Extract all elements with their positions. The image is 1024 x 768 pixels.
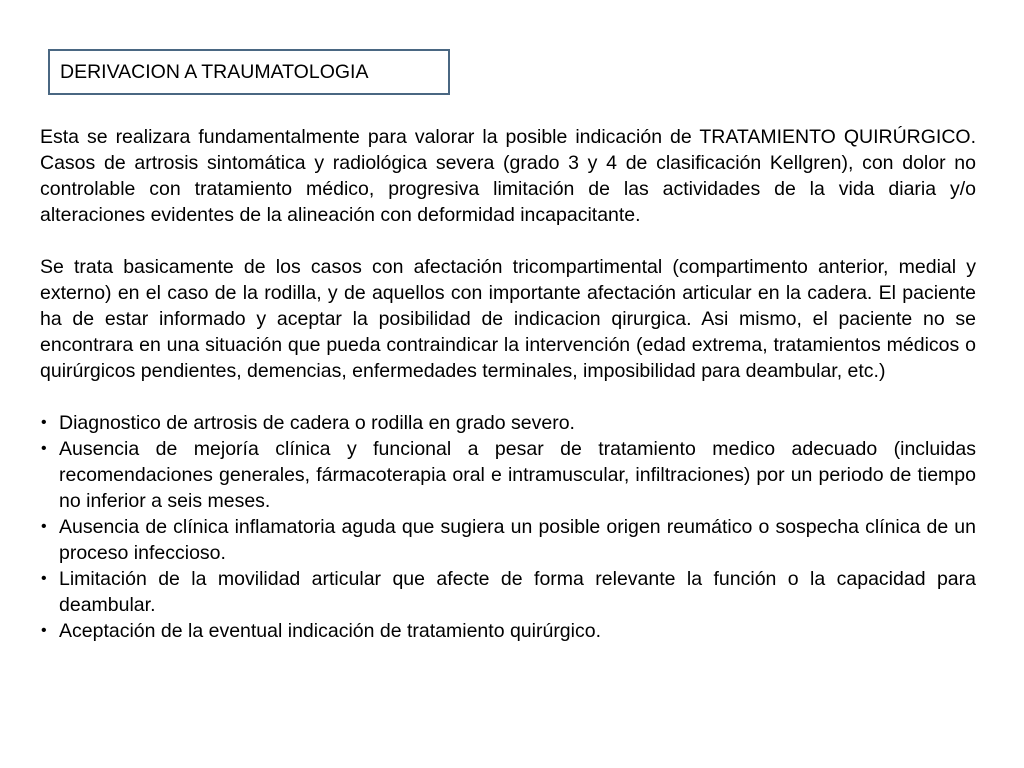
list-item-text: Ausencia de clínica inflamatoria aguda que sugiera un posible origen reumático o sospecha clínica de un proceso infeccioso. <box>59 516 976 564</box>
bullet-icon: • <box>41 622 47 639</box>
list-item-text: Limitación de la movilidad articular que afecte de forma relevante la función o la capacidad para deambular. <box>59 568 976 616</box>
document-heading: DERIVACION A TRAUMATOLOGIA <box>48 49 450 95</box>
bullet-icon: • <box>41 570 47 587</box>
document-body <box>40 124 976 644</box>
bullet-icon: • <box>41 440 47 457</box>
list-item <box>40 566 976 618</box>
list-item <box>40 436 976 514</box>
list-item <box>40 410 976 436</box>
criteria-paragraph: Se trata basicamente de los casos con afectación tricompartimental (compartimento anterior, medial y externo) en el caso de la rodilla, y de aquellos con importante afectación articular en la cadera. El paciente ha de estar informado y aceptar la posibilidad de indicacion qirurgica. Asi mismo, el paciente no se encontrara en una situación que pueda contraindicar la intervención (edad extrema, tratamientos médicos o quirúrgicos pendientes, demencias, enfermedades terminales, imposibilidad para deambular, etc.) <box>40 256 976 382</box>
criteria-list <box>40 410 976 644</box>
intro-paragraph: Esta se realizara fundamentalmente para valorar la posible indicación de TRATAMIENTO QUIRÚRGICO. Casos de artrosis sintomática y radiológica severa (grado 3 y 4 de clasificación Kellgren), con dolor no controlable con tratamiento médico, progresiva limitación de las actividades de la vida diaria y/o alteraciones evidentes de la alineación con deformidad incapacitante. <box>40 126 976 226</box>
list-item <box>40 514 976 566</box>
list-item-text: Aceptación de la eventual indicación de tratamiento quirúrgico. <box>59 620 602 642</box>
bullet-icon: • <box>41 414 47 431</box>
bullet-icon: • <box>41 518 47 535</box>
list-item-text: Diagnostico de artrosis de cadera o rodilla en grado severo. <box>59 412 575 434</box>
list-item-text: Ausencia de mejoría clínica y funcional a pesar de tratamiento medico adecuado (incluidas recomendaciones generales, fármacoterapia oral e intramuscular, infiltraciones) por un periodo de tiempo no inferior a seis meses. <box>59 438 976 512</box>
list-item <box>40 618 976 644</box>
